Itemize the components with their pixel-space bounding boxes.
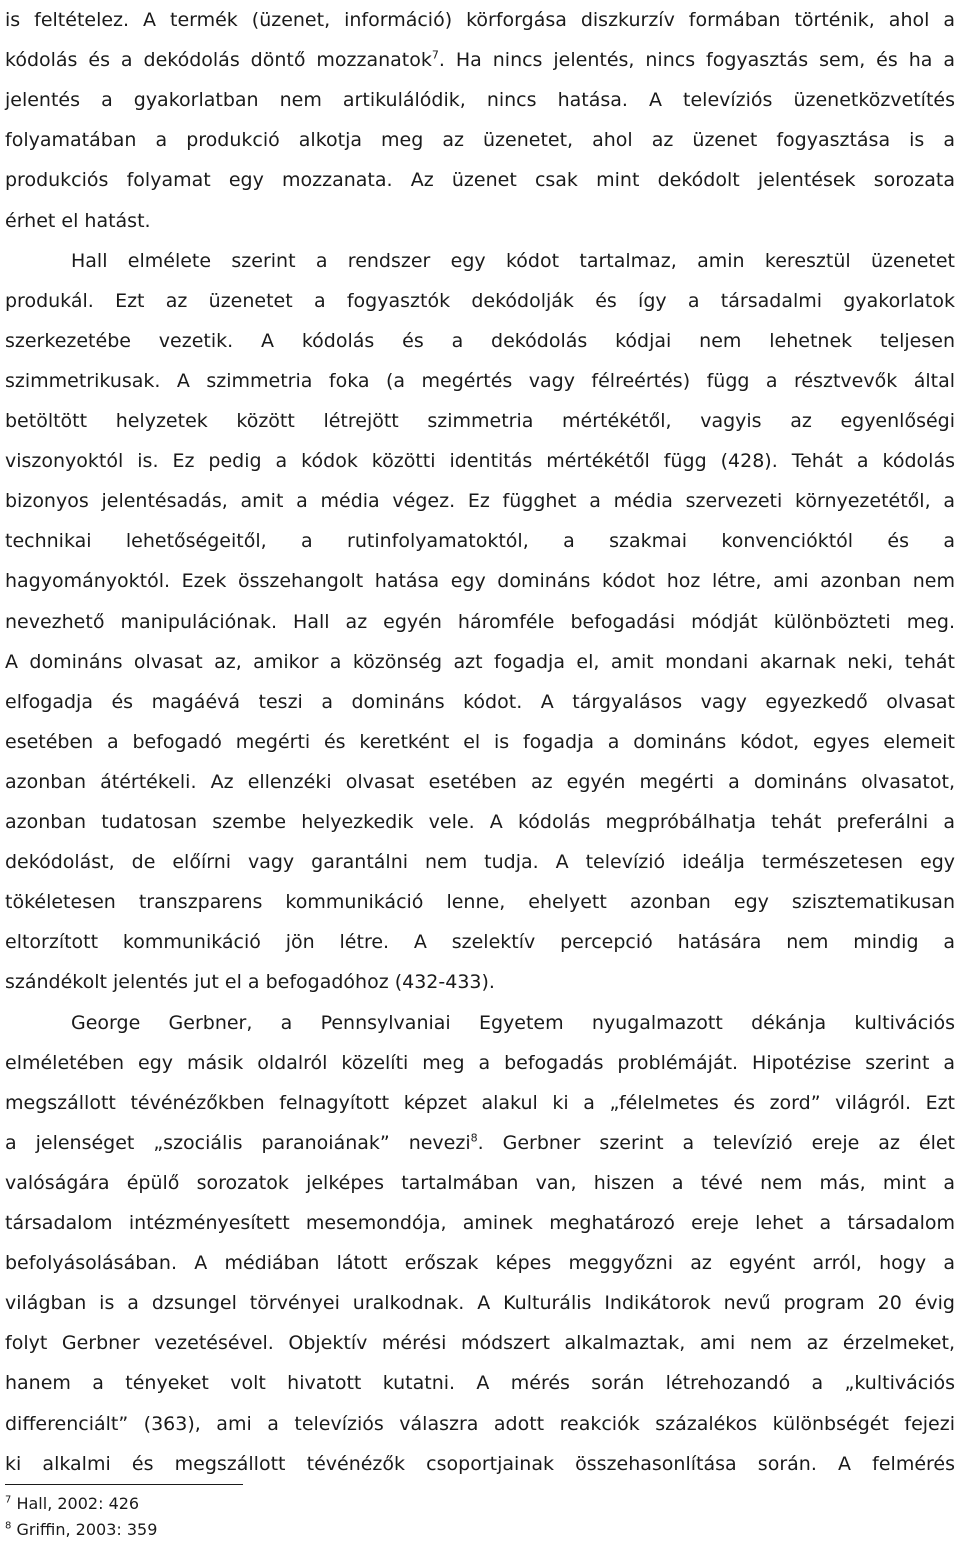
text-line: elméletében egy másik oldalról közelíti meg a befogadás problémáját. Hipotézise szerint a: [5, 1051, 955, 1074]
text-line: differenciált” (363), ami a televíziós válaszra adott reakciók százalékos különbségét fejezi: [5, 1412, 955, 1435]
text-line: [5, 1123, 955, 1163]
text-line: tökéletesen transzparens kommunikáció lenne, ehelyett azonban egy szisztematikusan: [5, 891, 955, 914]
text-line: is feltételez. A termék (üzenet, információ) körforgása diszkurzív formában történik, ahol a: [5, 9, 955, 31]
text-line: jelentés a gyakorlatban nem artikulálódik, nincs hatása. A televíziós üzenetközvetítés: [5, 89, 955, 112]
text-line: megszállott tévénézőkben felnagyított képzet alakul ki a „félelmetes és zord” világról. Ezt: [5, 1091, 955, 1114]
text-line: A domináns olvasat az, amikor a közönség azt fogadja el, amit mondani akarnak neki, tehát: [5, 650, 955, 673]
text-line: bizonyos jelentésadás, amit a média végez. Ez függhet a média szervezeti környezetétől, a: [5, 490, 955, 513]
text-line: társadalom intézményesített mesemondója, aminek meghatározó ereje lehet a társadalom: [5, 1212, 955, 1234]
text-line: [5, 40, 955, 80]
text-line: azonban átértékeli. Az ellenzéki olvasat esetében az egyén megérti a domináns olvasatot,: [5, 770, 955, 793]
text-line: viszonyoktól is. Ez pedig a kódok közötti identitás mértékétől függ (428). Tehát a kódolás: [5, 450, 955, 473]
text-line: Hall elmélete szerint a rendszer egy kódot tartalmaz, amin keresztül üzenetet: [71, 249, 955, 272]
text-segment: . Gerbner szerint a televízió ereje az élet: [477, 1131, 955, 1154]
footnote-mark: 8: [5, 1520, 12, 1532]
text-line: produkciós folyamat egy mozzanata. Az üzenet csak mint dekódolt jelentések sorozata: [5, 169, 955, 192]
footnote-mark: 7: [5, 1494, 12, 1506]
text-line: szimmetrikusak. A szimmetria foka (a megértés vagy félreértés) függ a résztvevők által: [5, 369, 955, 392]
footnote-separator: [5, 1484, 243, 1485]
text-line: valóságára épülő sorozatok jelképes tartalmában van, hiszen a tévé nem más, mint a: [5, 1171, 955, 1194]
text-line: befolyásolásában. A médiában látott erőszak képes meggyőzni az egyént arról, hogy a: [5, 1252, 955, 1275]
text-line: eltorzított kommunikáció jön létre. A szelektív percepció hatására nem mindig a: [5, 931, 955, 954]
text-line: érhet el hatást.: [5, 209, 151, 232]
text-segment: . Ha nincs jelentés, nincs fogyasztás sem, és ha a: [438, 49, 955, 72]
footnote-reference: 8: [470, 1131, 478, 1145]
text-line: hanem a tényeket volt hivatott kutatni. A mérés során létrehozandó a „kultivációs: [5, 1372, 955, 1395]
text-segment: kódolás és a dekódolás döntő mozzanatok: [5, 49, 432, 72]
text-line: dekódolást, de előírni vagy garantálni nem tudja. A televízió ideálja természetesen egy: [5, 851, 955, 874]
footnote-text: Griffin, 2003: 359: [16, 1520, 158, 1539]
footnote-reference: 7: [431, 48, 439, 62]
text-line: produkál. Ezt az üzenetet a fogyasztók dekódolják és így a társadalmi gyakorlatok: [5, 289, 955, 312]
footnote-7: [5, 1492, 139, 1516]
text-line: folyt Gerbner vezetésével. Objektív mérési módszert alkalmaztak, ami nem az érzelmeket,: [5, 1332, 955, 1355]
text-line: ki alkalmi és megszállott tévénézők csoportjainak összehasonlítása során. A felmérés: [5, 1452, 955, 1475]
text-line: George Gerbner, a Pennsylvaniai Egyetem nyugalmazott dékánja kultivációs: [71, 1011, 955, 1034]
text-line: nevezhető manipulációnak. Hall az egyén háromféle befogadási módját különbözteti meg.: [5, 610, 955, 633]
text-line: szándékolt jelentés jut el a befogadóhoz (432-433).: [5, 971, 495, 994]
text-line: világban is a dzsungel törvényei uralkodnak. A Kulturális Indikátorok nevű program 20 évig: [5, 1292, 955, 1315]
footnote-text: Hall, 2002: 426: [16, 1494, 140, 1513]
text-line: betöltött helyzetek között létrejött szimmetria mértékétől, vagyis az egyenlőségi: [5, 410, 955, 432]
text-line: folyamatában a produkció alkotja meg az üzenetet, ahol az üzenet fogyasztása is a: [5, 129, 955, 152]
text-line: esetében a befogadó megérti és keretként el is fogadja a domináns kódot, egyes elemeit: [5, 730, 955, 753]
text-line: technikai lehetőségeitől, a rutinfolyamatoktól, a szakmai konvencióktól és a: [5, 530, 955, 553]
footnote-8: [5, 1518, 157, 1542]
text-line: elfogadja és magáévá teszi a domináns kódot. A tárgyalásos vagy egyezkedő olvasat: [5, 690, 955, 713]
text-line: hagyományoktól. Ezek összehangolt hatása egy domináns kódot hoz létre, ami azonban nem: [5, 570, 955, 593]
text-line: azonban tudatosan szembe helyezkedik vele. A kódolás megpróbálhatja tehát preferálni a: [5, 811, 955, 833]
text-line: szerkezetébe vezetik. A kódolás és a dekódolás kódjai nem lehetnek teljesen: [5, 329, 955, 352]
text-segment: a jelenséget „szociális paranoiának” nevezi: [5, 1131, 471, 1154]
